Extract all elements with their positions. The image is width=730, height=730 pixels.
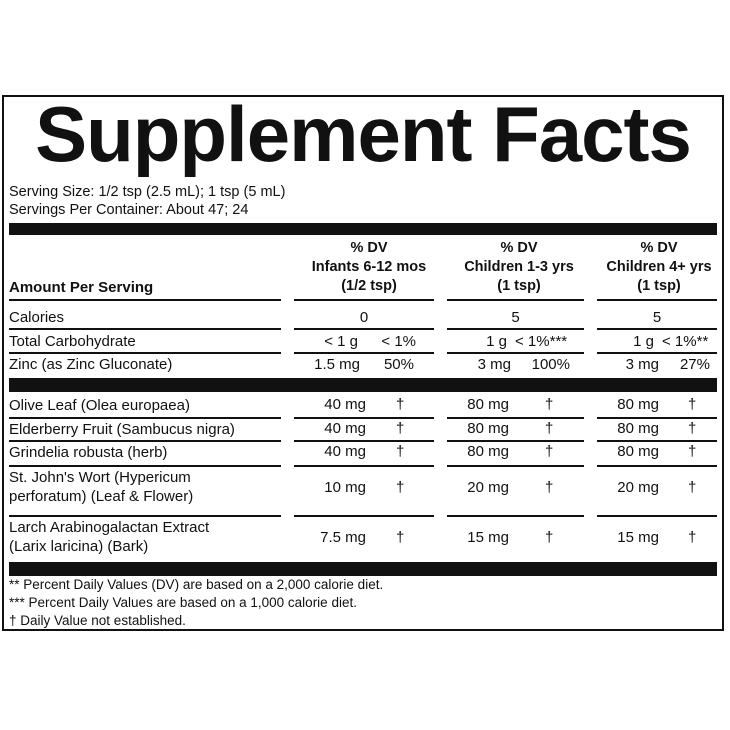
column-header-amount: (1 tsp)	[637, 278, 681, 294]
nutrient-value: 5	[511, 309, 520, 326]
herb-amount: 40 mg	[324, 420, 366, 437]
column-header-group: Infants 6-12 mos	[311, 259, 427, 275]
herb-amount: 40 mg	[324, 396, 366, 413]
row-divider	[294, 440, 434, 442]
row-divider	[447, 352, 584, 354]
row-divider	[294, 417, 434, 419]
column-header-group: Children 4+ yrs	[606, 259, 712, 275]
column-header-dv: % DV	[350, 240, 388, 256]
herb-dv-dagger: †	[396, 396, 405, 413]
nutrient-name: Calories	[9, 309, 65, 326]
herb-dv-dagger: †	[545, 479, 554, 496]
row-divider	[294, 515, 434, 517]
row-divider	[294, 328, 434, 330]
herb-amount: 15 mg	[467, 529, 509, 546]
row-divider	[294, 299, 434, 301]
herb-amount: 80 mg	[617, 443, 659, 460]
panel-title: Supplement Facts	[35, 90, 691, 178]
herb-name-line: Grindelia robusta (herb)	[9, 444, 168, 461]
row-divider	[9, 465, 281, 467]
nutrient-dv: < 1%**	[662, 333, 709, 350]
herb-name	[9, 518, 284, 556]
herb-amount: 10 mg	[324, 479, 366, 496]
row-divider	[597, 440, 717, 442]
herb-dv-dagger: †	[688, 420, 697, 437]
nutrient-amount: < 1 g	[324, 333, 358, 350]
footnote: † Daily Value not established.	[9, 613, 186, 628]
herb-dv-dagger: †	[545, 443, 554, 460]
herb-dv-dagger: †	[396, 479, 405, 496]
row-divider	[447, 328, 584, 330]
column-header-dv: % DV	[500, 240, 538, 256]
nutrient-amount: 1 g	[486, 333, 507, 350]
herb-amount: 80 mg	[617, 396, 659, 413]
herb-amount: 7.5 mg	[320, 529, 366, 546]
row-divider	[447, 440, 584, 442]
nutrient-value: 5	[652, 309, 662, 326]
column-header-children-1-3	[444, 239, 594, 296]
thick-divider	[9, 378, 717, 392]
nutrient-dv: 100%	[531, 356, 570, 373]
column-header-amount: (1/2 tsp)	[341, 278, 397, 294]
column-header-children-4	[594, 239, 724, 296]
row-divider	[597, 515, 717, 517]
nutrient-amount: 1.5 mg	[314, 356, 360, 373]
row-divider	[597, 352, 717, 354]
footnote: ** Percent Daily Values (DV) are based on a 2,000 calorie diet.	[9, 577, 384, 592]
column-header-dv: % DV	[640, 240, 678, 256]
herb-dv-dagger: †	[396, 420, 405, 437]
herb-dv-dagger: †	[545, 420, 554, 437]
amount-per-serving-label: Amount Per Serving	[9, 279, 154, 296]
row-divider	[597, 465, 717, 467]
nutrient-amount: 3 mg	[477, 356, 511, 373]
row-divider	[9, 417, 281, 419]
row-divider	[294, 352, 434, 354]
row-divider	[447, 417, 584, 419]
herb-amount: 40 mg	[324, 443, 366, 460]
herb-name-line: Larch Arabinogalactan Extract	[9, 519, 210, 536]
herb-amount: 80 mg	[467, 443, 509, 460]
herb-amount: 20 mg	[467, 479, 509, 496]
row-divider	[9, 328, 281, 330]
herb-amount: 20 mg	[617, 479, 659, 496]
herb-name	[9, 468, 284, 506]
row-divider	[9, 352, 281, 354]
herb-dv-dagger: †	[396, 443, 405, 460]
column-header-amount: (1 tsp)	[497, 278, 541, 294]
herb-dv-dagger: †	[545, 529, 554, 546]
serving-size: Serving Size: 1/2 tsp (2.5 mL); 1 tsp (5 mL)	[9, 184, 286, 200]
herb-name-line: (Larix laricina) (Bark)	[9, 538, 149, 555]
herb-dv-dagger: †	[688, 396, 697, 413]
supplement-facts-panel	[2, 90, 724, 631]
herb-name-line: Elderberry Fruit (Sambucus nigra)	[9, 421, 235, 438]
row-divider	[447, 299, 584, 301]
herb-dv-dagger: †	[688, 479, 697, 496]
herb-dv-dagger: †	[688, 529, 697, 546]
row-divider	[447, 465, 584, 467]
row-divider	[597, 328, 717, 330]
herb-name-line: perforatum) (Leaf & Flower)	[9, 488, 194, 505]
herb-amount: 80 mg	[617, 420, 659, 437]
herb-amount: 80 mg	[467, 396, 509, 413]
herb-amount: 15 mg	[617, 529, 659, 546]
row-divider	[9, 299, 281, 301]
nutrient-dv: 50%	[383, 356, 414, 373]
column-header-group: Children 1-3 yrs	[464, 259, 574, 275]
thick-divider	[9, 223, 717, 235]
herb-name	[9, 420, 284, 439]
nutrient-dv: < 1%***	[515, 333, 568, 350]
nutrient-name: Total Carbohydrate	[9, 333, 136, 350]
nutrient-amount: 3 mg	[625, 356, 659, 373]
herb-dv-dagger: †	[688, 443, 697, 460]
footnote: *** Percent Daily Values are based on a 1,000 calorie diet.	[9, 595, 357, 610]
herb-name	[9, 443, 284, 462]
nutrient-name: Zinc (as Zinc Gluconate)	[9, 356, 173, 373]
thick-divider	[9, 562, 717, 576]
row-divider	[597, 299, 717, 301]
row-divider	[294, 465, 434, 467]
row-divider	[9, 440, 281, 442]
herb-name-line: St. John's Wort (Hypericum	[9, 469, 191, 486]
servings-per-container: Servings Per Container: About 47; 24	[9, 202, 249, 218]
herb-name	[9, 396, 284, 415]
row-divider	[597, 417, 717, 419]
nutrient-amount: 1 g	[633, 333, 654, 350]
herb-name-line: Olive Leaf (Olea europaea)	[9, 397, 190, 414]
row-divider	[447, 515, 584, 517]
herb-amount: 80 mg	[467, 420, 509, 437]
nutrient-dv: < 1%	[381, 333, 416, 350]
row-divider	[9, 515, 281, 517]
herb-dv-dagger: †	[396, 529, 405, 546]
column-header-infants	[294, 239, 444, 296]
herb-dv-dagger: †	[545, 396, 554, 413]
nutrient-dv: 27%	[679, 356, 710, 373]
nutrient-value: 0	[359, 309, 369, 326]
